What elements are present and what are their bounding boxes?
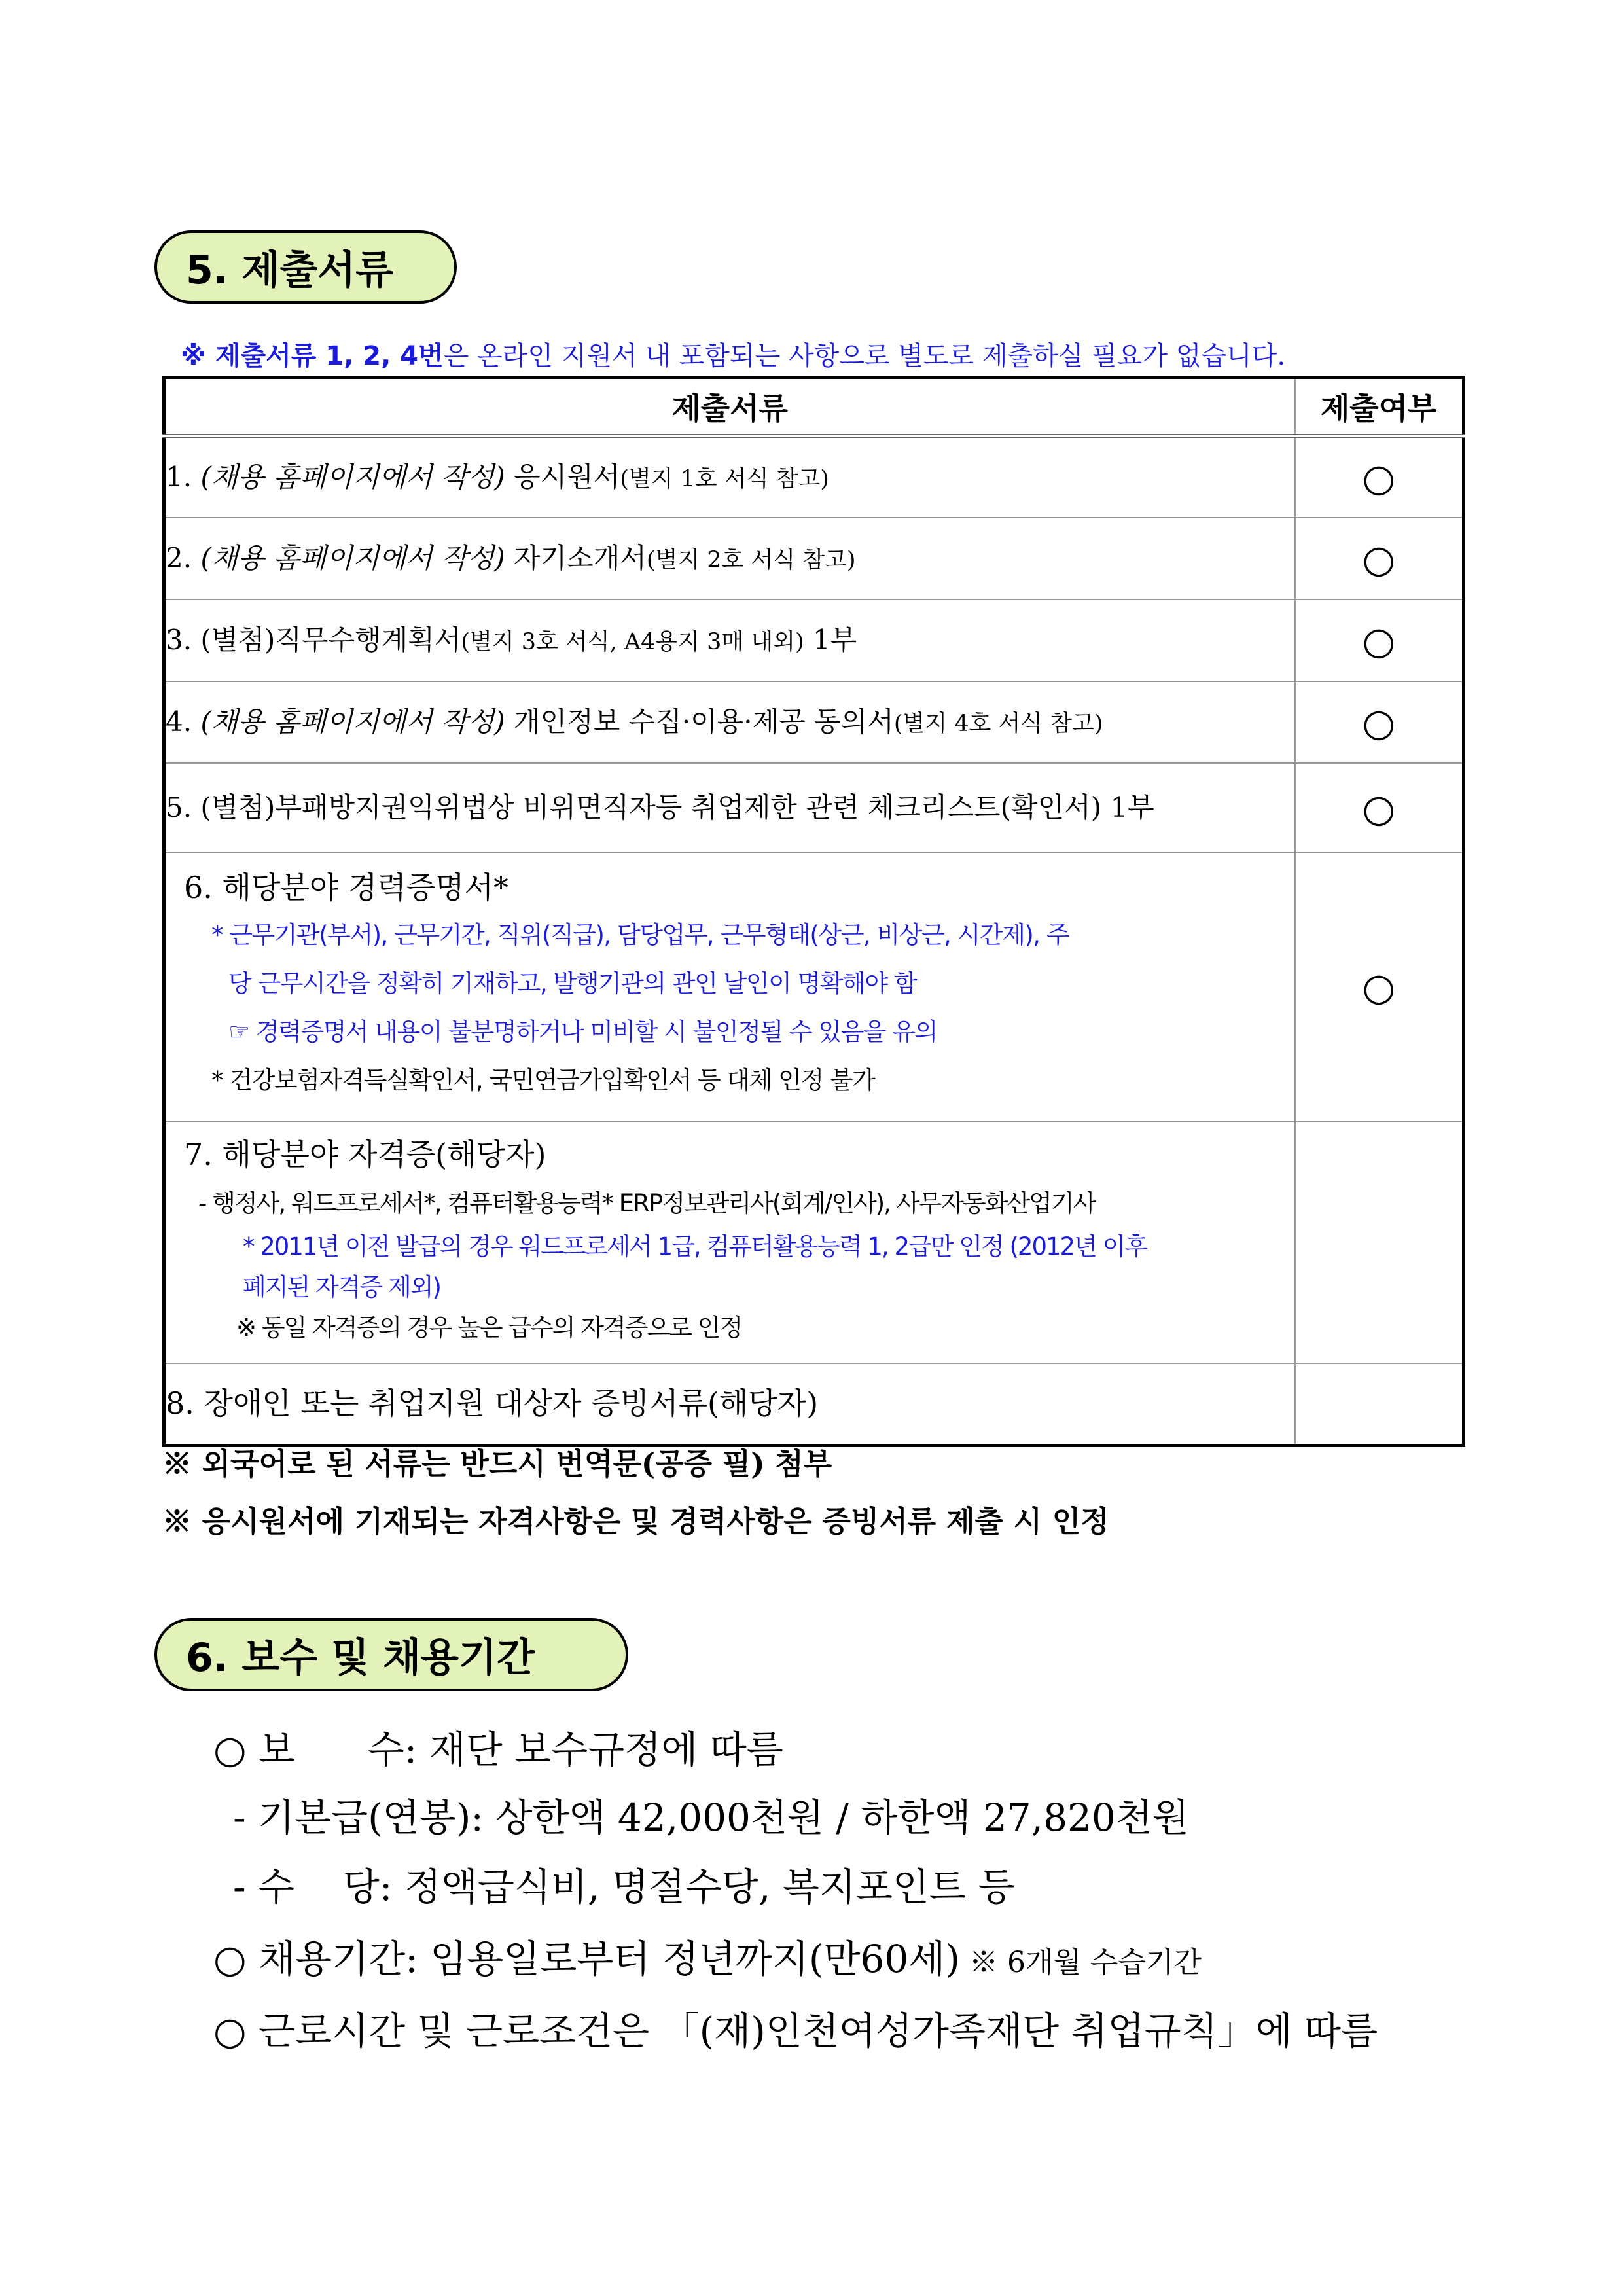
submitted-cell-empty (1295, 1363, 1464, 1445)
row-form-note: (별지 1호 서식 참고) (620, 466, 829, 493)
certificate-grade-line: ※ 동일 자격증의 경우 높은 급수의 자격증으로 인정 (236, 1313, 742, 1342)
certificate-rule-line: * 2011년 이전 발급의 경우 워드프로세서 1급, 컴퓨터활용능력 1, 2급만 인정 (2012년 이후 (243, 1232, 1147, 1261)
document-cell (164, 518, 1295, 600)
probation-note: ※ 6개월 수습기간 (959, 1946, 1202, 1979)
row-form-note: (별지 4호 서식 참고) (893, 711, 1103, 738)
certificate-list-line: - 행정사, 워드프로세서*, 컴퓨터활용능력* ERP정보관리사(회계/인사), 사무자동화산업기사 (198, 1189, 1096, 1217)
header-documents: 제출서류 (164, 378, 1295, 437)
table-row (164, 763, 1464, 853)
row-number: 3. (166, 624, 192, 656)
row-form-note: (별지 2호 서식 참고) (646, 547, 856, 574)
row-form-note: (별지 3호 서식, A4용지 3매 내외) (461, 629, 804, 656)
row-italic-note: (채용 홈페이지에서 작성) (200, 542, 505, 575)
allowance-line: - 수 당: 정액급식비, 명절수당, 복지포인트 등 (233, 1865, 1015, 1909)
row-title: 7. 해당분야 자격증(해당자) (184, 1137, 546, 1173)
submitted-mark: ○ (1295, 600, 1464, 681)
document-cell (164, 853, 1295, 1121)
career-requirement-line: 당 근무시간을 정확히 기재하고, 발행기관의 관인 날인이 명확해야 함 (228, 969, 917, 997)
section-6-heading (154, 1618, 628, 1691)
table-row (164, 518, 1464, 600)
section-5-heading (154, 230, 457, 304)
row-copies: 1부 (804, 624, 857, 656)
documents-table (162, 376, 1465, 1447)
certificate-rule-line: 폐지된 자격증 제외) (243, 1272, 440, 1301)
submission-notice (181, 335, 1463, 372)
translation-note: ※ 외국어로 된 서류는 반드시 번역문(공증 필) 첨부 (162, 1446, 832, 1481)
row-document-name: 개인정보 수집·이용·제공 동의서 (505, 706, 894, 738)
working-conditions-line: ○ 근로시간 및 근로조건은 「(재)인천여성가족재단 취업규칙」에 따름 (213, 2009, 1378, 2053)
submitted-cell-empty (1295, 1121, 1464, 1363)
document-cell (164, 763, 1295, 853)
base-salary-line: - 기본급(연봉): 상한액 42,000천원 / 하한액 27,820천원 (233, 1795, 1189, 1840)
pay-line: ○ 보 수: 재단 보수규정에 따름 (213, 1727, 783, 1772)
row-number: 2. (166, 542, 192, 575)
document-cell (164, 681, 1295, 763)
row-number: 1. (166, 461, 192, 493)
table-row (164, 600, 1464, 681)
row-document-name: (별첨)직무수행계획서 (192, 624, 461, 656)
submitted-mark: ○ (1295, 518, 1464, 600)
document-cell (164, 1121, 1295, 1363)
career-substitute-line: * 건강보험자격득실확인서, 국민연금가입확인서 등 대체 인정 불가 (211, 1066, 875, 1094)
table-row (164, 1121, 1464, 1363)
table-row (164, 853, 1464, 1121)
row-title: 6. 해당분야 경력증명서* (184, 870, 509, 906)
row-document-name: 응시원서 (505, 461, 620, 493)
header-submitted: 제출여부 (1295, 378, 1464, 437)
document-cell (164, 600, 1295, 681)
row-italic-note: (채용 홈페이지에서 작성) (200, 706, 505, 738)
table-row (164, 681, 1464, 763)
row-document-name: 자기소개서 (505, 542, 647, 575)
table-row (164, 1363, 1464, 1445)
row-number: 4. (166, 706, 192, 738)
section-6-title: 6. 보수 및 채용기간 (186, 1635, 535, 1681)
employment-period-line (213, 1928, 1202, 1983)
submitted-mark: ○ (1295, 436, 1464, 518)
qualification-note: ※ 응시원서에 기재되는 자격사항은 및 경력사항은 증빙서류 제출 시 인정 (162, 1504, 1109, 1539)
document-cell (164, 436, 1295, 518)
row-title: 8. 장애인 또는 취업지원 대상자 증빙서류(해당자) (164, 1363, 1295, 1445)
career-warning-line: ☞ 경력증명서 내용이 불분명하거나 미비할 시 불인정될 수 있음을 유의 (228, 1017, 937, 1046)
employment-period-text: ○ 채용기간: 임용일로부터 정년까지(만60세) (213, 1937, 960, 1981)
submitted-mark: ○ (1295, 681, 1464, 763)
row-number: 5. (166, 791, 192, 824)
section-5-title: 5. 제출서류 (186, 247, 394, 293)
table-row (164, 436, 1464, 518)
row-document-name: (별첨)부패방지권익위법상 비위면직자등 취업제한 관련 체크리스트(확인서) 1부 (192, 791, 1154, 824)
career-requirement-line: * 근무기관(부서), 근무기간, 직위(직급), 담당업무, 근무형태(상근, 비상근, 시간제), 주 (211, 920, 1069, 949)
table-header-row (164, 378, 1464, 437)
submitted-mark: ○ (1295, 853, 1464, 1121)
row-italic-note: (채용 홈페이지에서 작성) (200, 461, 505, 493)
submission-notice-text: 은 온라인 지원서 내 포함되는 사항으로 별도로 제출하실 필요가 없습니다. (443, 341, 1286, 371)
submission-notice-bold: ※ 제출서류 1, 2, 4번 (181, 341, 444, 371)
submitted-mark: ○ (1295, 763, 1464, 853)
